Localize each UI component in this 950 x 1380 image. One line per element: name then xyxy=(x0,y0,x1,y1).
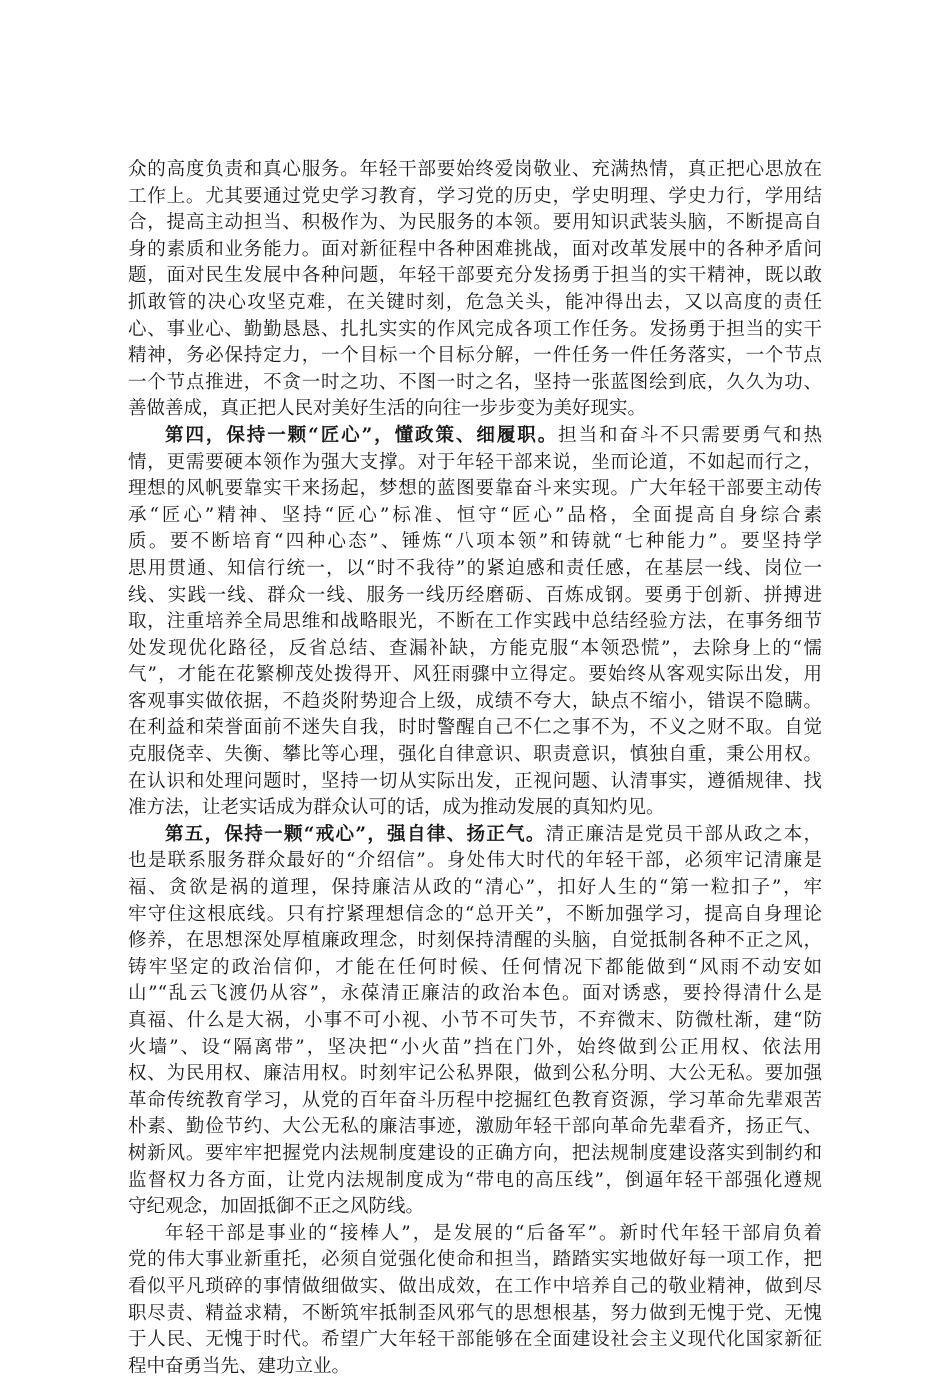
section-heading: 第四，保持一颗“匠心”，懂政策、细履职。 xyxy=(165,424,559,446)
text-line: 一个节点推进，不贪一时之功、不图一时之名，坚持一张蓝图绘到底，久久为功、 xyxy=(128,371,822,393)
text-line: 克服侥幸、失衡、攀比等心理，强化自律意识、职责意识，慎独自重，秉公用权。 xyxy=(128,744,822,766)
paragraph-conclusion xyxy=(128,1221,822,1380)
text-line: 处发现优化路径，反省总结、查漏补缺，方能克服“本领恐慌”，去除身上的“懦 xyxy=(128,637,822,659)
text-line: 取，注重培养全局思维和战略眼光，不断在工作实践中总结经验方法，在事务细节 xyxy=(128,611,822,633)
text-line: 也是联系服务群众最好的“介绍信”。身处伟大时代的年轻干部，必须牢记清廉是 xyxy=(128,850,822,872)
text-line xyxy=(128,423,822,450)
paragraph-section-five xyxy=(128,822,822,1221)
text-line: 承“匠心”精神、坚持“匠心”标准、恒守“匠心”品格，全面提高自身综合素 xyxy=(128,504,822,526)
text-line: 于人民、无愧于时代。希望广大年轻干部能够在全面建设社会主义现代化国家新征 xyxy=(128,1329,822,1351)
text-line: 守纪观念，加固抵御不正之风防线。 xyxy=(128,1196,425,1218)
text-line: 精神，务必保持定力，一个目标一个目标分解，一件任务一件任务落实，一个节点 xyxy=(128,345,822,367)
text-line: 气”，才能在花繁柳茂处拨得开、风狂雨骤中立得定。要始终从客观实际出发，用 xyxy=(128,664,822,686)
text-line: 修养，在思想深处厚植廉政理念，时刻保持清醒的头脑，自觉抵制各种不正之风， xyxy=(128,930,822,952)
text-line: 树新风。要牢牢把握党内法规制度建设的正确方向，把法规制度建设落实到制约和 xyxy=(128,1142,822,1164)
text-line: 职尽责、精益求精，不断筑牢抵制歪风邪气的思想根基，努力做到无愧于党、无愧 xyxy=(128,1302,822,1324)
text-line: 题，面对民生发展中各种问题，年轻干部要充分发扬勇于担当的实干精神，既以敢 xyxy=(128,265,822,287)
text-line: 牢守住这根底线。只有拧紧理想信念的“总开关”，不断加强学习，提高自身理论 xyxy=(128,903,822,925)
text-run: 担当和奋斗不只需要勇气和热 xyxy=(558,424,822,446)
text-line: 铸牢坚定的政治信仰，才能在任何时候、任何情况下都能做到“风雨不动安如 xyxy=(128,956,822,978)
text-line: 理想的风帆要靠实干来扬起，梦想的蓝图要靠奋斗来实现。广大年轻干部要主动传 xyxy=(128,478,822,500)
text-line: 善做善成，真正把人民对美好生活的向往一步步变为美好现实。 xyxy=(128,398,647,420)
text-line: 党的伟大事业新重托，必须自觉强化使命和担当，踏踏实实地做好每一项工作，把 xyxy=(128,1249,822,1271)
text-line: 朴素、勤俭节约、大公无私的廉洁事迹，激励年轻干部向革命先辈看齐，扬正气、 xyxy=(128,1116,822,1138)
text-line: 革命传统教育学习，从党的百年奋斗历程中挖掘红色教育资源，学习革命先辈艰苦 xyxy=(128,1089,822,1111)
text-line: 福、贪欲是祸的道理，保持廉洁从政的“清心”，扣好人生的“第一粒扣子”，牢 xyxy=(128,877,822,899)
text-line: 思用贯通、知信行统一，以“时不我待”的紧迫感和责任感，在基层一线、岗位一 xyxy=(128,557,822,579)
text-line: 火墙”、设“隔离带”，坚决把“小火苗”挡在门外，始终做到公正用权、依法用 xyxy=(128,1036,822,1058)
text-line: 工作上。尤其要通过党史学习教育，学习党的历史，学史明理、学史力行，学用结 xyxy=(128,185,822,207)
text-line: 山”“乱云飞渡仍从容”，永葆清正廉洁的政治本色。面对诱惑，要拎得清什么是 xyxy=(128,983,822,1005)
text-line: 情，更需要硬本领作为强大支撑。对于年轻干部来说，坐而论道，不如起而行之， xyxy=(128,451,822,473)
text-line: 程中奋勇当先、建功立业。 xyxy=(128,1355,351,1377)
text-line xyxy=(128,822,822,849)
text-line: 权、为民用权、廉洁用权。时刻牢记公私界限，做到公私分明、大公无私。要加强 xyxy=(128,1063,822,1085)
text-line: 年轻干部是事业的“接棒人”，是发展的“后备军”。新时代年轻干部肩负着 xyxy=(165,1222,822,1244)
paragraph-continued xyxy=(128,157,822,423)
text-line: 身的素质和业务能力。面对新征程中各种困难挑战，面对改革发展中的各种矛盾问 xyxy=(128,238,822,260)
paragraph-section-four xyxy=(128,423,822,822)
text-line: 监督权力各方面，让党内法规制度成为“带电的高压线”，倒逼年轻干部强化遵规 xyxy=(128,1169,822,1191)
text-line: 真福、什么是大祸，小事不可小视、小节不可失节，不弃微末、防微杜渐，建“防 xyxy=(128,1010,822,1031)
section-heading: 第五，保持一颗“戒心”，强自律、扬正气。 xyxy=(165,823,546,845)
text-line: 在利益和荣誉面前不迷失自我，时时警醒自己不仁之事不为，不义之财不取。自觉 xyxy=(128,717,822,739)
text-line: 抓敢管的决心攻坚克难，在关键时刻，危急关头，能冲得出去，又以高度的责任 xyxy=(128,291,822,313)
text-line: 在认识和处理问题时，坚持一切从实际出发，正视问题、认清事实，遵循规律、找 xyxy=(128,770,822,792)
text-line: 合，提高主动担当、积极作为、为民服务的本领。要用知识武装头脑，不断提高自 xyxy=(128,212,822,234)
document-body xyxy=(128,157,822,1380)
text-line: 线、实践一线、群众一线、服务一线历经磨砺、百炼成钢。要勇于创新、拼搏进 xyxy=(128,584,822,606)
text-line: 心、事业心、勤勤恳恳、扎扎实实的作风完成各项工作任务。发扬勇于担当的实干 xyxy=(128,318,822,340)
text-line: 客观事实做依据，不趋炎附势迎合上级，成绩不夸大，缺点不缩小，错误不隐瞒。 xyxy=(128,690,822,712)
text-line: 看似平凡琐碎的事情做细做实、做出成效，在工作中培养自己的敬业精神，做到尽 xyxy=(128,1275,822,1297)
text-line: 众的高度负责和真心服务。年轻干部要始终爱岗敬业、充满热情，真正把心思放在 xyxy=(128,159,822,180)
text-line: 准方法，让老实话成为群众认可的话，成为推动发展的真知灼见。 xyxy=(128,797,665,819)
text-line: 质。要不断培育“四种心态”、锤炼“八项本领”和铸就“七种能力”。要坚持学 xyxy=(128,531,822,553)
text-run: 清正廉洁是党员干部从政之本， xyxy=(545,823,822,845)
